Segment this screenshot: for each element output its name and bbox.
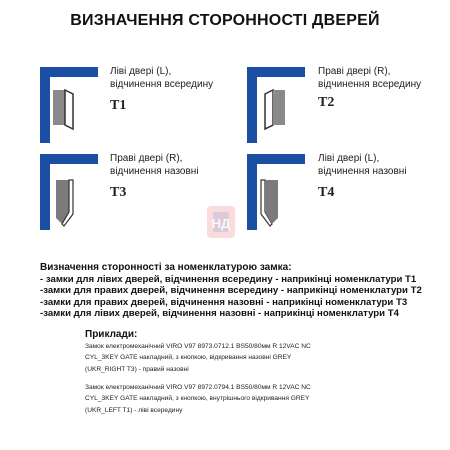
description-item: - замки для лівих дверей, відчинення всередину - наприкінці номенклатури Т1 bbox=[40, 273, 417, 285]
diagram-label-t4-line1: Ліві двері (L), bbox=[318, 153, 380, 164]
example-1-line: CYL_3KEY GATE накладний, з кнопкою, відкривання назовні GREY bbox=[85, 354, 292, 362]
diagram-label-t3-line2: відчинення назовні bbox=[110, 165, 199, 177]
door-panel-t1 bbox=[53, 90, 65, 125]
example-2-line: (UKR_LEFT T1) - ліві всередину bbox=[85, 406, 183, 414]
diagram-code-t3: T3 bbox=[110, 185, 127, 200]
description-item: -замки для правих дверей, відчинення всередину - наприкінці номенклатури Т2 bbox=[40, 285, 422, 297]
door-diagram-t2 bbox=[245, 65, 325, 145]
nomenclature-description bbox=[40, 262, 422, 320]
description-item: -замки для лівих дверей, відчинення назовні - наприкінці номенклатури Т4 bbox=[40, 308, 399, 320]
diagram-label-t2-line1: Праві двері (R), bbox=[318, 66, 391, 77]
diagram-code-t2: T2 bbox=[318, 95, 335, 110]
door-diagram-t3 bbox=[38, 152, 118, 232]
watermark-text: НД bbox=[211, 216, 231, 231]
diagram-label-t1-line1: Ліві двері (L), bbox=[110, 66, 172, 77]
description-title: Визначення сторонності за номенклатурою замка: bbox=[40, 262, 292, 273]
diagram-code-t4: T4 bbox=[318, 185, 335, 200]
diagram-label-t3 bbox=[110, 153, 199, 178]
diagram-label-t4-line2: відчинення назовні bbox=[318, 165, 407, 177]
door-diagram-t1 bbox=[38, 65, 118, 145]
diagram-label-t1 bbox=[110, 66, 213, 91]
example-2-line: CYL_3KEY GATE накладний, з кнопкою, внутрішнього відкривання GREY bbox=[85, 395, 310, 403]
diagram-label-t2 bbox=[318, 66, 421, 91]
diagram-label-t4 bbox=[318, 153, 407, 178]
door-panel-t2 bbox=[273, 90, 285, 125]
example-2-line: Замок електромеханічний VIRO V97 8972.0794.1 BS50/80мм R 12VAC NC bbox=[85, 384, 311, 391]
door-leaf-open-t2 bbox=[265, 90, 273, 129]
example-1-line: (UKR_RIGHT T3) - правий назовні bbox=[85, 365, 189, 373]
example-1-line: Замок електромеханічний VIRO V97 8973.0712.1 BS50/80мм R 12VAC NC bbox=[85, 343, 311, 350]
door-leaf-open-t1 bbox=[65, 90, 73, 129]
door-diagram-t4 bbox=[245, 152, 325, 232]
page-title: ВИЗНАЧЕННЯ СТОРОННОСТІ ДВЕРЕЙ bbox=[70, 12, 380, 29]
diagram-label-t3-line1: Праві двері (R), bbox=[110, 153, 183, 164]
description-item: -замки для правих дверей, відчинення назовні - наприкінці номенклатури Т3 bbox=[40, 296, 408, 308]
watermark-logo bbox=[203, 204, 239, 240]
diagram-label-t1-line2: відчинення всередину bbox=[110, 78, 214, 90]
diagram-label-t2-line2: відчинення всередину bbox=[318, 78, 422, 90]
examples-title: Приклади: bbox=[85, 329, 138, 340]
diagram-code-t1: T1 bbox=[110, 98, 127, 113]
example-2 bbox=[85, 382, 311, 416]
example-1 bbox=[85, 341, 311, 375]
